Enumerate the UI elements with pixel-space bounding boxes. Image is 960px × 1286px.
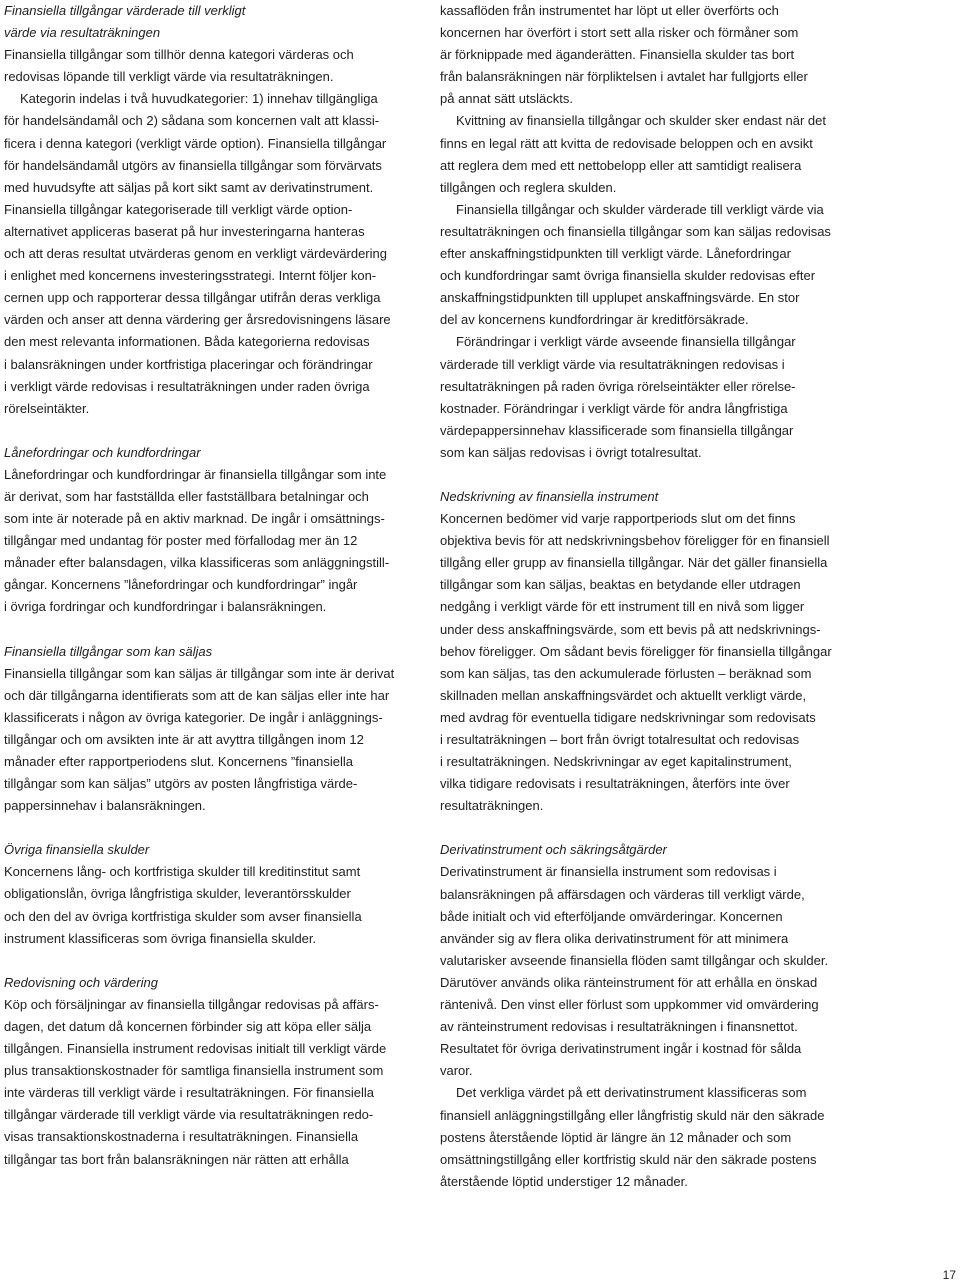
text-line: är derivat, som har fastställda eller fastställbara betalningar och xyxy=(4,488,369,504)
text-line: anskaffningstidpunkten till upplupet anskaffningsvärde. En stor xyxy=(440,290,800,306)
text-line: med huvudsyfte att säljas på kort sikt samt av derivatinstrument. xyxy=(4,179,374,195)
text-line: är förknippade med äganderätten. Finansiella skulder tas bort xyxy=(440,47,795,63)
section xyxy=(440,839,848,1193)
text-line: tillgångar tas bort från balansräkningen när rätten att erhålla xyxy=(4,1151,349,1167)
text-line: och där tillgångarna identifierats som att de kan säljas eller inte har xyxy=(4,687,390,703)
text-line: Koncernen bedömer vid varje rapportperiods slut om det finns xyxy=(440,511,796,527)
text-line: värderade till verkligt värde via resultaträkningen redovisas i xyxy=(440,356,785,372)
paragraph xyxy=(4,464,412,619)
text-line: kassaflöden från instrumentet har löpt ut eller överförts och xyxy=(440,3,779,18)
section xyxy=(440,0,848,464)
text-line: både initialt och vid efterföljande omvärderingar. Koncernen xyxy=(440,908,783,924)
text-line: valutarisker avseende finansiella flöden samt tillgångar och skulder. xyxy=(440,952,829,968)
text-line: obligationslån, övriga långfristiga skulder, leverantörsskulder xyxy=(4,886,351,902)
text-line: postens återstående löptid är längre än 12 månader och som xyxy=(440,1129,792,1145)
text-line: Finansiella tillgångar och skulder värderade till verkligt värde via xyxy=(456,201,824,217)
text-line: klassificerats i någon av övriga kategorier. De ingår i anläggnings- xyxy=(4,709,383,725)
section-heading: värde via resultaträkningen xyxy=(4,25,161,41)
text-line: vilka tidigare redovisats i resultaträkningen, återförs inte över xyxy=(440,776,790,792)
text-line: tillgångar med undantag för poster med förfallodag mer än 12 xyxy=(4,533,358,549)
text-line: inte värderas till verkligt värde i resultaträkningen. För finansiella xyxy=(4,1085,374,1101)
text-line: i verkligt värde redovisas i resultaträkningen under raden övriga xyxy=(4,378,370,394)
text-line: som kan säljas, tas den ackumulerade förlusten – beräknad som xyxy=(440,665,812,681)
text-line: resultaträkningen på raden övriga rörelseintäkter eller rörelse- xyxy=(440,378,796,394)
text-line: kostnader. Förändringar i verkligt värde för andra långfristiga xyxy=(440,400,788,416)
text-line: visas transaktionskostnaderna i resultaträkningen. Finansiella xyxy=(4,1129,359,1145)
section-heading: Finansiella tillgångar värderade till verkligt xyxy=(4,3,246,18)
text-line: Finansiella tillgångar som kan säljas är tillgångar som inte är derivat xyxy=(4,665,395,681)
section-heading: Finansiella tillgångar som kan säljas xyxy=(4,643,213,659)
text-line: pappersinnehav i balansräkningen. xyxy=(4,798,206,814)
text-line: Lånefordringar och kundfordringar är finansiella tillgångar som inte xyxy=(4,466,387,482)
text-line: tillgången och reglera skulden. xyxy=(440,179,617,195)
right-column xyxy=(440,0,848,1215)
paragraph xyxy=(4,861,412,949)
paragraph xyxy=(440,0,848,110)
paragraph xyxy=(440,1082,848,1192)
text-line: med avdrag för eventuella tidigare nedskrivningar som redovisats xyxy=(440,709,816,725)
text-line: dagen, det datum då koncernen förbinder sig att köpa eller sälja xyxy=(4,1018,372,1034)
paragraph xyxy=(440,508,848,817)
text-line: objektiva bevis för att nedskrivningsbehov föreligger för en finansiell xyxy=(440,533,830,549)
text-line: cernen upp och rapporterar dessa tillgångar utifrån deras verkliga xyxy=(4,290,381,306)
text-line: Derivatinstrument är finansiella instrument som redovisas i xyxy=(440,864,777,880)
text-line: tillgångar som kan säljas” utgörs av posten långfristiga värde- xyxy=(4,776,358,792)
text-line: i övriga fordringar och kundfordringar i balansräkningen. xyxy=(4,599,327,615)
text-line: som inte är noterade på en aktiv marknad. De ingår i omsättnings- xyxy=(4,511,385,527)
text-line: Förändringar i verkligt värde avseende finansiella tillgångar xyxy=(456,334,796,350)
text-line: skillnaden mellan anskaffningsvärdet och aktuellt verkligt värde, xyxy=(440,687,807,703)
text-line: Resultatet för övriga derivatinstrument ingår i kostnad för sålda xyxy=(440,1041,802,1057)
text-line: tillgångar och om avsikten inte är att avyttra tillgången inom 12 xyxy=(4,731,364,747)
text-line: koncernen har överfört i stort sett alla risker och förmåner som xyxy=(440,25,799,41)
text-line: Finansiella tillgångar kategoriserade till verkligt värde option- xyxy=(4,201,353,217)
section-heading: Redovisning och värdering xyxy=(4,974,158,990)
paragraph xyxy=(4,994,412,1171)
paragraph xyxy=(440,331,848,464)
paragraph xyxy=(4,663,412,818)
text-line: del av koncernens kundfordringar är kreditförsäkrade. xyxy=(440,312,749,328)
text-line: i enlighet med koncernens investeringsstrategi. Internt följer kon- xyxy=(4,268,377,284)
text-line: Kvittning av finansiella tillgångar och skulder sker endast när det xyxy=(456,113,826,129)
text-line: från balansräkningen när förpliktelsen i avtalet har fullgjorts eller xyxy=(440,69,808,85)
section xyxy=(440,486,848,817)
text-line: månader efter balansdagen, vilka klassificeras som anläggningstill- xyxy=(4,555,390,571)
text-line: värdepappersinnehav klassificerade som finansiella tillgångar xyxy=(440,422,794,438)
text-line: Kategorin indelas i två huvudkategorier: 1) innehav tillgängliga xyxy=(20,91,378,107)
text-line: efter anskaffningstidpunkten till verkligt värde. Lånefordringar xyxy=(440,246,791,262)
text-line: i resultaträkningen. Nedskrivningar av eget kapitalinstrument, xyxy=(440,754,792,770)
section-heading: Övriga finansiella skulder xyxy=(4,842,150,858)
text-line: Det verkliga värdet på ett derivatinstrument klassificeras som xyxy=(456,1085,807,1101)
text-line: för handelsändamål utgörs av finansiella tillgångar som förvärvats xyxy=(4,157,382,173)
section xyxy=(4,839,412,949)
left-column xyxy=(4,0,412,1193)
text-line: räntenivå. Den vinst eller förlust som uppkommer vid omvärdering xyxy=(440,997,819,1013)
text-line: plus transaktionskostnader för samtliga finansiella instrument som xyxy=(4,1063,384,1079)
text-line: av ränteinstrument redovisas i resultaträkningen i finansnettot. xyxy=(440,1019,798,1035)
text-line: att reglera dem med ett nettobelopp eller att samtidigt realisera xyxy=(440,157,802,173)
page-number: 17 xyxy=(942,1268,956,1282)
text-line: finansiell anläggningstillgång eller långfristig skuld när den säkrade xyxy=(440,1107,825,1123)
text-line: använder sig av flera olika derivatinstrument för att minimera xyxy=(440,930,789,946)
text-line: och att deras resultat utvärderas genom en verkligt värdevärdering xyxy=(4,246,387,262)
text-line: instrument klassificeras som övriga finansiella skulder. xyxy=(4,930,317,946)
text-line: och den del av övriga kortfristiga skulder som avser finansiella xyxy=(4,908,362,924)
text-line: månader efter rapportperiodens slut. Koncernens ”finansiella xyxy=(4,754,354,769)
text-line: värden och anser att denna värdering ger årsredovisningens läsare xyxy=(4,312,391,328)
text-line: tillgången. Finansiella instrument redovisas initialt till verkligt värde xyxy=(4,1041,387,1057)
paragraph xyxy=(440,861,848,1082)
text-line: Finansiella tillgångar som tillhör denna kategori värderas och xyxy=(4,47,354,63)
text-line: nedgång i verkligt värde för ett instrument till en nivå som ligger xyxy=(440,599,805,615)
text-line: för handelsändamål och 2) sådana som koncernen valt att klassi- xyxy=(4,113,380,129)
text-line: resultaträkningen och finansiella tillgångar som kan säljas redovisas xyxy=(440,223,831,239)
text-line: finns en legal rätt att kvitta de redovisade beloppen och en avsikt xyxy=(440,135,813,151)
paragraph xyxy=(4,88,412,419)
text-line: alternativet appliceras baserat på hur investeringarna hanteras xyxy=(4,223,365,239)
paragraph xyxy=(440,110,848,198)
text-line: tillgångar som kan säljas, beaktas en betydande eller utdragen xyxy=(440,577,801,593)
text-line: i balansräkningen under kortfristiga placeringar och förändringar xyxy=(4,356,373,372)
text-line: Köp och försäljningar av finansiella tillgångar redovisas på affärs- xyxy=(4,996,379,1012)
section xyxy=(4,442,412,619)
paragraph xyxy=(440,199,848,332)
text-line: redovisas löpande till verkligt värde via resultaträkningen. xyxy=(4,69,334,85)
text-line: gångar. Koncernens ”lånefordringar och kundfordringar” ingår xyxy=(4,577,358,593)
text-line: tillgång eller grupp av finansiella tillgångar. När det gäller finansiella xyxy=(440,555,828,571)
text-line: och kundfordringar samt övriga finansiella skulder redovisas efter xyxy=(440,268,816,284)
section-heading: Lånefordringar och kundfordringar xyxy=(4,444,201,460)
text-line: tillgångar värderade till verkligt värde via resultaträkningen redo- xyxy=(4,1107,374,1123)
text-line: den mest relevanta informationen. Båda kategorierna redovisas xyxy=(4,334,370,350)
section xyxy=(4,641,412,818)
text-line: under dess anskaffningsvärde, som ett bevis på att nedskrivnings- xyxy=(440,621,821,637)
text-line: ficera i denna kategori (verkligt värde option). Finansiella tillgångar xyxy=(4,135,387,151)
text-line: behov föreligger. Om sådant bevis föreligger för finansiella tillgångar xyxy=(440,643,832,659)
text-line: balansräkningen på affärsdagen och värderas till verkligt värde, xyxy=(440,886,805,902)
text-line: resultaträkningen. xyxy=(440,798,544,814)
text-line: omsättningstillgång eller kortfristig skuld när den säkrade postens xyxy=(440,1151,817,1167)
section-heading: Derivatinstrument och säkringsåtgärder xyxy=(440,842,667,858)
text-line: som kan säljas redovisas i övrigt totalresultat. xyxy=(440,444,702,460)
text-line: varor. xyxy=(440,1063,473,1079)
text-line: rörelseintäkter. xyxy=(4,400,90,416)
section-heading: Nedskrivning av finansiella instrument xyxy=(440,488,659,504)
text-line: återstående löptid understiger 12 månader. xyxy=(440,1173,688,1189)
text-line: i resultaträkningen – bort från övrigt totalresultat och redovisas xyxy=(440,732,800,747)
paragraph xyxy=(4,44,412,88)
text-line: på annat sätt utsläckts. xyxy=(440,91,573,107)
section xyxy=(4,972,412,1171)
text-line: Därutöver används olika ränteinstrument för att erhålla en önskad xyxy=(440,974,818,990)
text-line: Koncernens lång- och kortfristiga skulder till kreditinstitut samt xyxy=(4,864,361,880)
section xyxy=(4,0,412,420)
